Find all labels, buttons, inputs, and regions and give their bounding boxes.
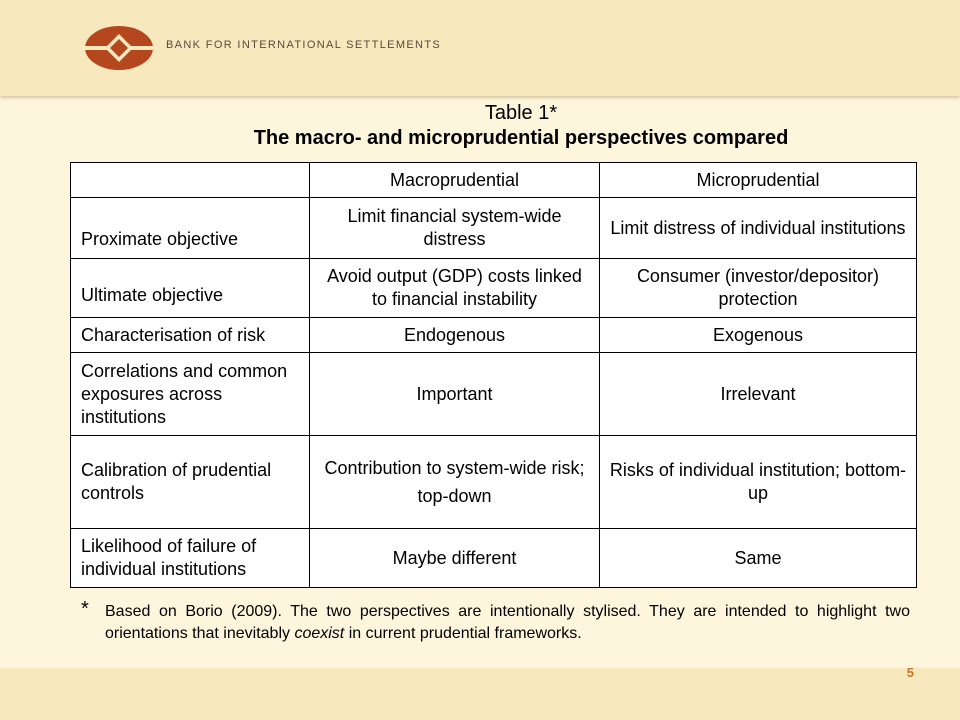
micro-cell: Consumer (investor/depositor) protection — [600, 259, 917, 318]
micro-cell: Exogenous — [600, 318, 917, 353]
table-header-row — [71, 163, 917, 198]
header-macroprudential: Macroprudential — [310, 163, 600, 198]
table-row — [71, 436, 917, 529]
macro-cell: Maybe different — [310, 529, 600, 588]
macro-cell: Limit financial system-wide distress — [310, 198, 600, 259]
micro-cell: Risks of individual institution; bottom-up — [600, 436, 917, 529]
table-row — [71, 318, 917, 353]
org-name: BANK FOR INTERNATIONAL SETTLEMENTS — [166, 39, 442, 51]
macro-cell-line: Contribution to system-wide risk; — [324, 457, 585, 478]
row-label: Ultimate objective — [71, 259, 310, 318]
footer-band — [0, 668, 960, 720]
comparison-table — [70, 162, 917, 588]
page-number: 5 — [906, 665, 914, 680]
row-label: Characterisation of risk — [71, 318, 310, 353]
macro-cell: Avoid output (GDP) costs linked to financial instability — [310, 259, 600, 318]
micro-cell: Limit distress of individual institutions — [600, 198, 917, 259]
macro-cell-line: top-down — [417, 485, 492, 506]
footnote-text-part: in current prudential frameworks. — [344, 625, 582, 642]
footnote-text — [105, 601, 910, 645]
table-row — [71, 353, 917, 436]
header-microprudential: Microprudential — [600, 163, 917, 198]
footnote-emphasis: coexist — [294, 625, 345, 642]
footnote-text-part: Based on Borio (2009). The two perspectives are intentionally stylised. They are intended to highlight two orientations that inevitably — [105, 603, 910, 642]
header-band — [0, 0, 960, 96]
macro-cell: Endogenous — [310, 318, 600, 353]
micro-cell: Irrelevant — [600, 353, 917, 436]
table-row — [71, 198, 917, 259]
row-label: Calibration of prudential controls — [71, 436, 310, 529]
row-label: Likelihood of failure of individual institutions — [71, 529, 310, 588]
row-label: Correlations and common exposures across institutions — [71, 353, 310, 436]
macro-cell: Important — [310, 353, 600, 436]
bis-logo-icon — [84, 25, 154, 71]
table-row — [71, 259, 917, 318]
macro-cell — [310, 436, 600, 529]
header-empty-cell — [71, 163, 310, 198]
table-title: The macro- and microprudential perspectives compared — [253, 127, 789, 149]
micro-cell: Same — [600, 529, 917, 588]
table-row — [71, 529, 917, 588]
footnote-marker: * — [81, 598, 89, 620]
table-caption: Table 1* — [484, 102, 558, 124]
row-label: Proximate objective — [71, 198, 310, 259]
